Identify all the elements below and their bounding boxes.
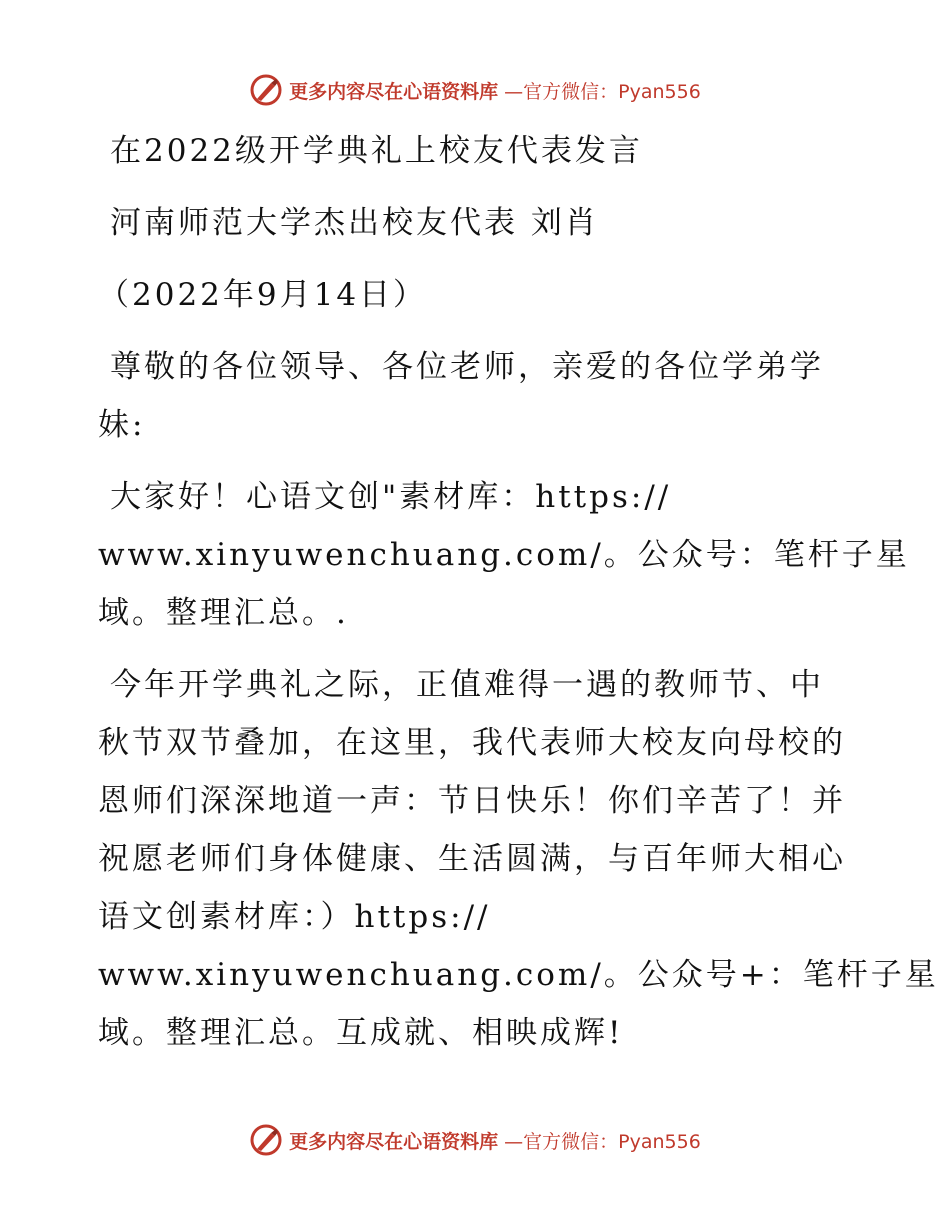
speaker-line: 河南师范大学杰出校友代表 刘肖 [110,205,599,241]
pen-logo-icon [249,1123,283,1157]
header-banner-text: 更多内容尽在心语资料库 [289,80,499,103]
paragraph-line: 秋节双节叠加，在这里，我代表师大校友向母校的 [98,725,846,761]
paragraph-line: 语文创素材库：）https:// [98,899,491,935]
greeting-line: 尊敬的各位领导、各位老师，亲爱的各位学弟学 [110,349,824,385]
paragraph-line: www.xinyuwenchuang.com/。公众号：笔杆子星 [98,537,910,573]
header-banner [0,70,950,110]
paragraph-line: 祝愿老师们身体健康、生活圆满，与百年师大相心 [98,841,846,877]
pen-logo-icon [249,73,283,107]
greeting-line: 妹: [98,407,146,443]
paragraph-line: 今年开学典礼之际，正值难得一遇的教师节、中 [110,667,824,703]
footer-banner-text: 更多内容尽在心语资料库 [289,1130,499,1153]
paragraph-line: 域。整理汇总。. [98,595,349,631]
footer-wechat-text: —官方微信：Pyan556 [504,1130,701,1153]
paragraph-line: 域。整理汇总。互成就、相映成辉! [98,1015,624,1051]
document-body [98,122,939,1062]
document-title: 在2022级开学典礼上校友代表发言 [110,133,643,169]
footer-banner [0,1120,950,1160]
paragraph-line: www.xinyuwenchuang.com/。公众号+：笔杆子星 [98,957,939,993]
date-line: （2022年9月14日） [98,277,428,313]
paragraph-line: 大家好！心语文创"素材库：https:// [110,479,672,515]
header-wechat-text: —官方微信：Pyan556 [504,80,701,103]
paragraph-line: 恩师们深深地道一声：节日快乐！你们辛苦了！并 [98,783,846,819]
